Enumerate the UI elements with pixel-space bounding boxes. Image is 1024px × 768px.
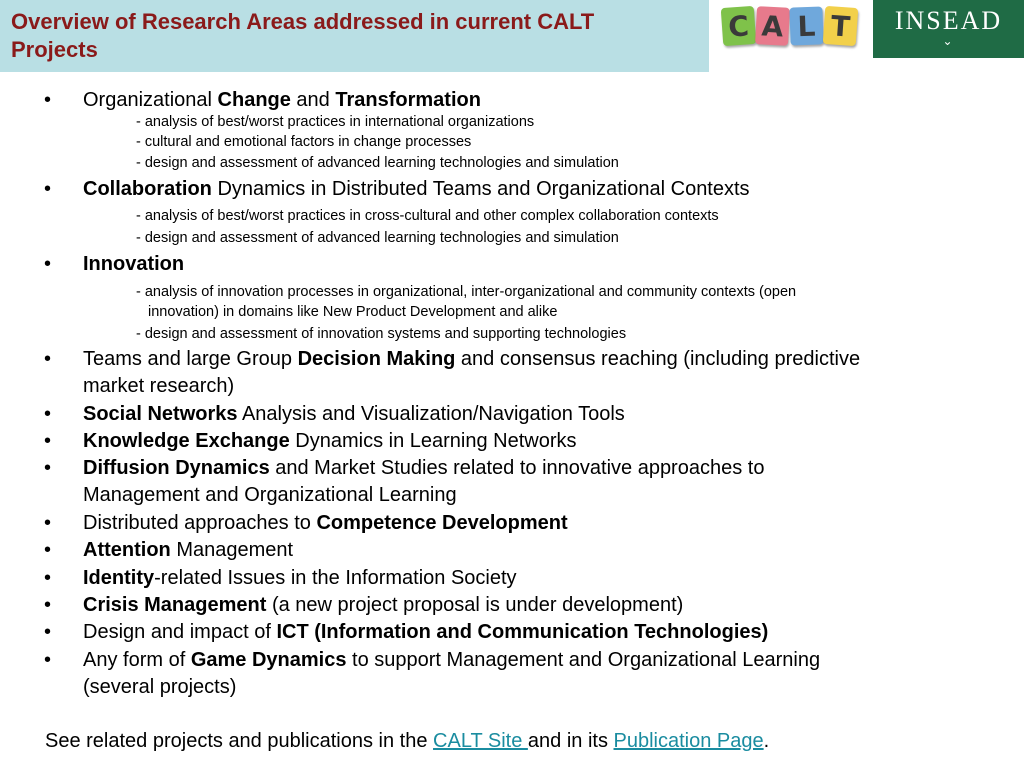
research-area-text: Dynamics in Learning Networks xyxy=(289,430,577,452)
insead-logo xyxy=(873,0,1024,58)
research-area-item xyxy=(83,510,568,537)
insead-chevron-icon: ⌄ xyxy=(942,34,955,48)
research-area-text: Distributed approaches to xyxy=(83,512,317,534)
research-area-text: Management xyxy=(170,539,294,561)
research-area-continuation: market research) xyxy=(83,375,235,397)
research-area-item xyxy=(83,176,750,203)
page-title-line-1: Overview of Research Areas addressed in current CALT xyxy=(11,9,595,34)
calt-logo-tile: C xyxy=(721,6,757,46)
research-area-text: to support Management and Organizational Learning xyxy=(346,649,821,671)
research-area-keyword: Decision Making xyxy=(297,348,456,370)
footer-middle: and in its xyxy=(527,730,614,752)
research-area-item xyxy=(83,428,577,455)
research-area-continuation: (several projects) xyxy=(83,676,237,698)
insead-logo-text: INSEAD xyxy=(894,6,1003,35)
bullet-marker: • xyxy=(44,430,52,452)
research-area-item xyxy=(83,346,860,373)
bullet-marker: • xyxy=(44,594,52,616)
research-area-item xyxy=(83,537,293,564)
research-area-subitem: - design and assessment of innovation systems and supporting technologies xyxy=(136,326,627,342)
research-area-keyword: Competence Development xyxy=(316,512,568,534)
publication-page-link[interactable]: Publication Page xyxy=(613,730,764,752)
research-area-text: and Market Studies related to innovative approaches to xyxy=(269,457,765,479)
research-area-subitem: - cultural and emotional factors in change processes xyxy=(136,134,472,150)
research-area-keyword: Game Dynamics xyxy=(190,649,347,671)
research-area-continuation: Management and Organizational Learning xyxy=(83,484,457,506)
bullet-marker: • xyxy=(44,621,52,643)
research-area-subitem: - design and assessment of advanced learning technologies and simulation xyxy=(136,230,619,246)
research-area-text: Design and impact of xyxy=(83,621,277,643)
research-area-text: Teams and large Group xyxy=(83,348,298,370)
footer-prefix: See related projects and publications in the xyxy=(45,730,434,752)
research-area-text: Analysis and Visualization/Navigation Tools xyxy=(237,403,625,425)
research-area-text: Dynamics in Distributed Teams and Organizational Contexts xyxy=(211,178,750,200)
research-area-text: and consensus reaching (including predictive xyxy=(455,348,861,370)
calt-logo-tile: A xyxy=(755,6,790,46)
research-area-keyword: Diffusion Dynamics xyxy=(83,457,270,479)
calt-logo-tile: T xyxy=(823,6,859,46)
footer-text xyxy=(45,728,769,755)
research-area-item xyxy=(83,251,184,278)
research-area-text: Any form of xyxy=(83,649,191,671)
research-area-subitem: - analysis of innovation processes in organizational, inter-organizational and community contexts (open xyxy=(136,284,797,300)
research-area-text: -related Issues in the Information Society xyxy=(154,567,517,589)
research-area-keyword: Identity xyxy=(83,567,155,589)
research-area-item xyxy=(83,87,481,114)
research-area-subitem: - analysis of best/worst practices in cross-cultural and other complex collaboration contexts xyxy=(136,208,719,224)
research-area-subitem: - design and assessment of advanced learning technologies and simulation xyxy=(136,155,619,171)
research-area-keyword: Transformation xyxy=(335,89,481,111)
bullet-marker: • xyxy=(44,178,52,200)
research-area-keyword: Knowledge Exchange xyxy=(83,430,290,452)
bullet-marker: • xyxy=(44,512,52,534)
page-title xyxy=(11,8,709,64)
research-area-subitem: - analysis of best/worst practices in international organizations xyxy=(136,114,535,130)
bullet-marker: • xyxy=(44,457,52,479)
research-area-keyword: ICT (Information and Communication Technologies) xyxy=(276,621,769,643)
page-title-line-2: Projects xyxy=(11,37,98,62)
research-area-keyword: Crisis Management xyxy=(83,594,267,616)
research-area-item xyxy=(83,455,764,482)
bullet-marker: • xyxy=(44,89,52,111)
research-area-text: Organizational xyxy=(83,89,218,111)
research-area-keyword: Social Networks xyxy=(83,403,238,425)
research-area-item xyxy=(83,565,517,592)
research-area-item xyxy=(83,401,625,428)
research-area-keyword: Attention xyxy=(83,539,171,561)
bullet-marker: • xyxy=(44,649,52,671)
research-area-keyword: Innovation xyxy=(83,253,185,275)
research-area-text: and xyxy=(290,89,336,111)
research-area-item xyxy=(83,647,820,674)
research-area-keyword: Change xyxy=(217,89,291,111)
bullet-marker: • xyxy=(44,253,52,275)
research-area-text: (a new project proposal is under development) xyxy=(266,594,684,616)
bullet-marker: • xyxy=(44,348,52,370)
title-banner xyxy=(0,0,709,72)
bullet-marker: • xyxy=(44,539,52,561)
footer-suffix: . xyxy=(763,730,770,752)
research-area-item xyxy=(83,592,683,619)
calt-site-link[interactable]: CALT Site xyxy=(433,730,528,752)
bullet-marker: • xyxy=(44,567,52,589)
calt-logo-tile: L xyxy=(789,6,823,45)
research-area-keyword: Collaboration xyxy=(83,178,212,200)
bullet-marker: • xyxy=(44,403,52,425)
research-area-item xyxy=(83,619,768,646)
calt-logo xyxy=(718,3,868,51)
research-area-subitem-continuation: innovation) in domains like New Product Development and alike xyxy=(148,304,558,320)
